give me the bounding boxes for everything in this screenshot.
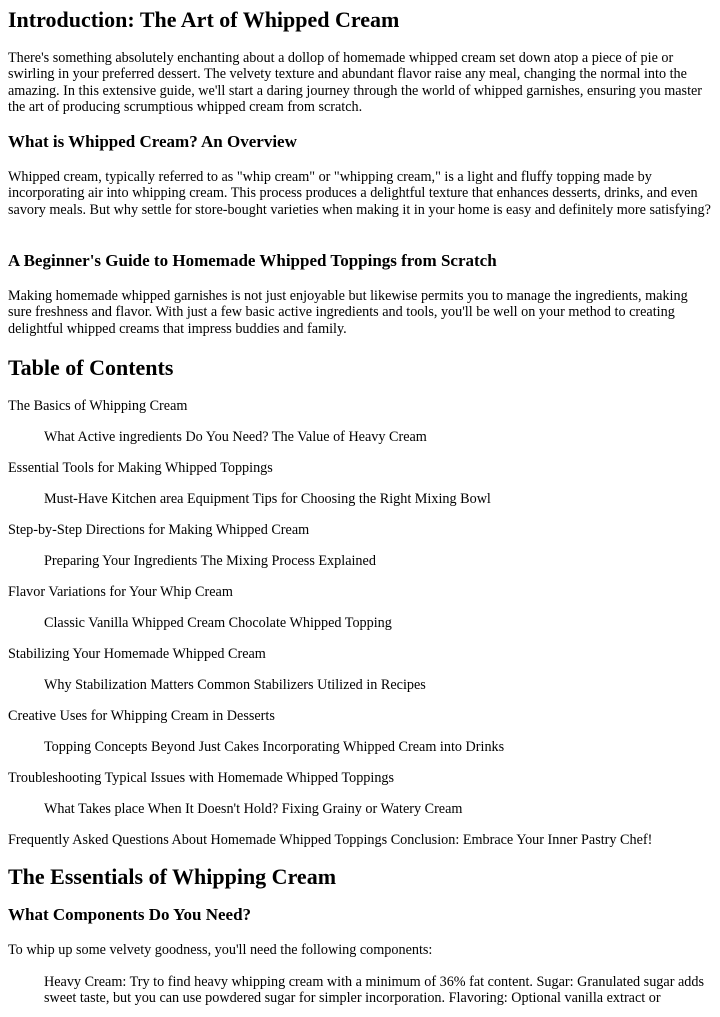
toc-link[interactable]: Topping Concepts Beyond Just Cakes Incorporating Whipped Cream into Drinks (44, 739, 505, 755)
toc-link[interactable]: Creative Uses for Whipping Cream in Desserts (8, 708, 275, 724)
toc-link[interactable]: Flavor Variations for Your Whip Cream (8, 584, 233, 600)
toc-link[interactable]: Frequently Asked Questions About Homemade Whipped Toppings Conclusion: Embrace Your Inner Pastry Chef! (8, 832, 653, 848)
page-title: Introduction: The Art of Whipped Cream (8, 7, 400, 32)
guide-heading: A Beginner's Guide to Homemade Whipped Toppings from Scratch (8, 251, 497, 270)
components-intro: To whip up some velvety goodness, you'll need the following components: (8, 942, 433, 958)
toc-link[interactable]: Classic Vanilla Whipped Cream Chocolate Whipped Topping (44, 615, 392, 631)
toc-link[interactable]: The Basics of Whipping Cream (8, 398, 188, 414)
overview-paragraph: Whipped cream, typically referred to as "whip cream" or "whipping cream," is a light and fluffy topping made by incorporating air into whipping cream. This process produces a delightful texture that enhances desserts, drinks, and even savory meals. But why settle for store-bought varieties when making it in your home is easy and definitely more satisfying? (8, 169, 711, 218)
toc-link[interactable]: Troubleshooting Typical Issues with Homemade Whipped Toppings (8, 770, 395, 786)
toc-link[interactable]: Stabilizing Your Homemade Whipped Cream (8, 646, 266, 662)
components-list: Heavy Cream: Try to find heavy whipping cream with a minimum of 36% fat content. Sugar: Granulated sugar adds sweet taste, but you can use powdered sugar for simpler incorporation. Flavoring: Optional vanilla extract or (44, 974, 704, 1007)
overview-heading: What is Whipped Cream? An Overview (8, 132, 297, 151)
toc-link[interactable]: Preparing Your Ingredients The Mixing Process Explained (44, 553, 376, 569)
toc-link[interactable]: What Takes place When It Doesn't Hold? Fixing Grainy or Watery Cream (44, 801, 463, 817)
intro-paragraph: There's something absolutely enchanting about a dollop of homemade whipped cream set down atop a piece of pie or swirling in your preferred dessert. The velvety texture and abundant flavor raise any meal, changing the normal into the amazing. In this extensive guide, we'll start a daring journey through the world of whipped garnishes, ensuring you master the art of producing scrumptious whipped cream from scratch. (8, 50, 703, 116)
guide-paragraph: Making homemade whipped garnishes is not just enjoyable but likewise permits you to manage the ingredients, making sure freshness and flavor. With just a few basic active ingredients and tools, you'll be well on your method to creating delightful whipped creams that impress buddies and family. (8, 288, 688, 337)
toc-link[interactable]: What Active ingredients Do You Need? The Value of Heavy Cream (44, 429, 427, 445)
toc-link[interactable]: Essential Tools for Making Whipped Toppings (8, 460, 273, 476)
toc-link[interactable]: Must-Have Kitchen area Equipment Tips for Choosing the Right Mixing Bowl (44, 491, 491, 507)
essentials-title: The Essentials of Whipping Cream (8, 864, 337, 889)
toc-link[interactable]: Why Stabilization Matters Common Stabilizers Utilized in Recipes (44, 677, 426, 693)
toc-title: Table of Contents (8, 355, 174, 380)
components-heading: What Components Do You Need? (8, 905, 252, 924)
toc-link[interactable]: Step-by-Step Directions for Making Whipped Cream (8, 522, 310, 538)
